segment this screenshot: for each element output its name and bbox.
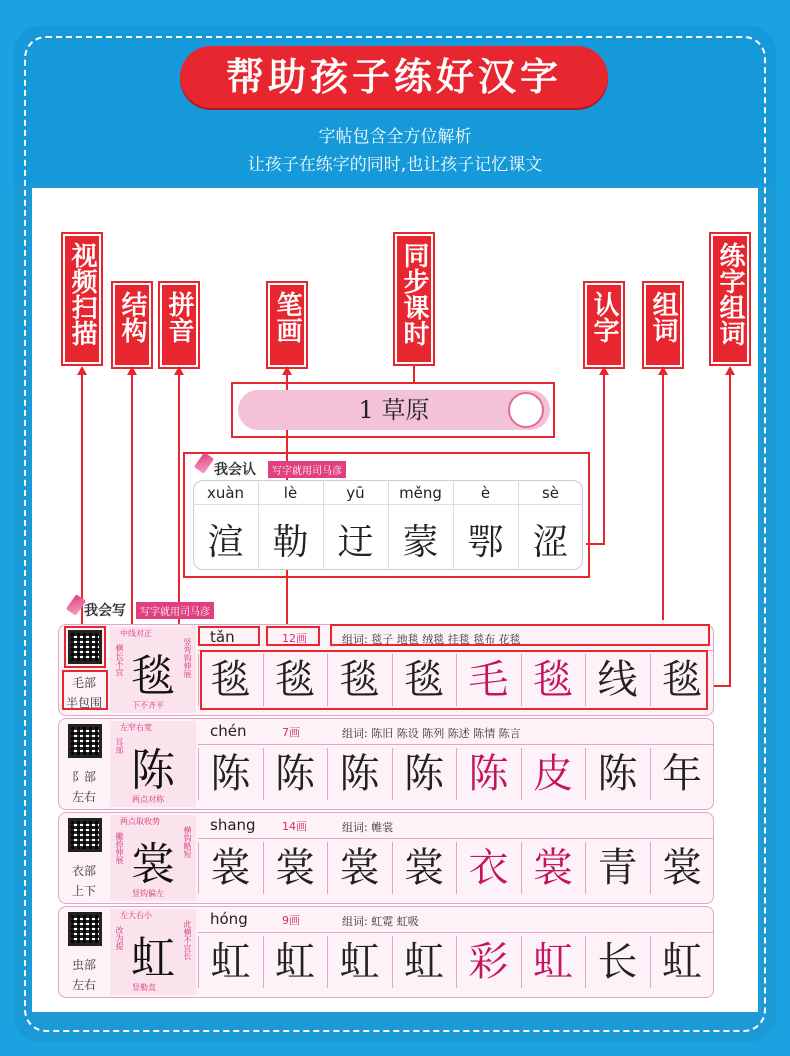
callout-recognize: 认字: [585, 283, 623, 367]
recognize-char: 涩: [532, 522, 569, 563]
radical-label: 毛部: [71, 676, 96, 690]
tip-right: 横钩略短: [183, 826, 192, 858]
practice-highlight: [200, 650, 708, 710]
practice-cell: 毛: [456, 654, 520, 706]
structure-label: 左右: [71, 978, 96, 992]
structure-highlight: [62, 670, 108, 710]
recognize-char: 勒: [272, 522, 309, 563]
arrow-icon: [658, 366, 668, 375]
model-char: 毯: [131, 651, 175, 702]
tip-top: 两点取收势: [120, 817, 160, 826]
word-list: 组词: 虹霓 虹吸: [342, 915, 419, 928]
qr-code-icon: [68, 724, 102, 758]
practice-cell: 裳: [392, 842, 456, 894]
callout-video: 视频扫描: [63, 234, 101, 364]
tip-bottom: 两点对称: [132, 795, 164, 804]
practice-cell: 陈: [327, 748, 391, 800]
word-list: 组词: 帷裳: [342, 821, 394, 834]
connector-pinyin: [178, 374, 180, 634]
page-title: 帮助孩子练好汉字: [180, 46, 608, 108]
radical-label: 阝部: [71, 770, 96, 784]
pinyin: tǎn: [210, 628, 235, 646]
tip-top: 左大右小: [120, 911, 152, 920]
callout-strokes: 笔画: [268, 283, 306, 367]
write-heading: 我会写: [84, 603, 126, 619]
subtitle-1: 字帖包含全方位解析: [318, 127, 472, 147]
practice-cell: 衣: [456, 842, 520, 894]
connector-recognize: [603, 374, 605, 544]
recognize-pinyin: sè: [541, 484, 560, 502]
stroke-count: 14画: [282, 820, 307, 833]
recognize-pinyin: lè: [283, 484, 298, 502]
practice-cell: 毯: [392, 654, 456, 706]
recognize-tag: 写字就用司马彦: [268, 461, 346, 478]
practice-cell: 线: [585, 654, 649, 706]
callout-sync: 同步课时: [395, 234, 433, 364]
practice-cell: 毯: [263, 654, 327, 706]
practice-cell: 虹: [198, 936, 262, 988]
arrow-icon: [282, 366, 292, 375]
radical-label: 衣部: [71, 864, 96, 878]
connector-words: [662, 374, 664, 620]
practice-cell: 毯: [521, 654, 585, 706]
recognize-heading: 我会认: [214, 462, 256, 478]
practice-cell: 陈: [263, 748, 327, 800]
word-list: 组词: 陈旧 陈设 陈列 陈述 陈情 陈言: [342, 727, 521, 740]
recognize-pinyin: è: [480, 484, 491, 502]
practice-cell: 虹: [327, 936, 391, 988]
structure-label: 上下: [71, 884, 96, 898]
connector-video: [81, 374, 83, 636]
model-char: 虹: [131, 933, 175, 984]
arrow-icon: [77, 366, 87, 375]
tip-left: 改为提: [115, 926, 124, 950]
practice-cell: 陈: [198, 748, 262, 800]
tip-top: 中线对正: [120, 629, 152, 638]
arrow-icon: [725, 366, 735, 375]
practice-cell: 年: [650, 748, 714, 800]
practice-cell: 虹: [521, 936, 585, 988]
callout-pinyin: 拼音: [160, 283, 198, 367]
recognize-char: 鄂: [467, 522, 504, 563]
tip-bottom: 下不齐平: [132, 701, 164, 710]
write-tag: 写字就用司马彦: [136, 602, 214, 619]
connector-practice: [729, 374, 731, 686]
pinyin: shang: [210, 816, 256, 834]
pinyin-highlight: [198, 626, 260, 646]
practice-cell: 裳: [263, 842, 327, 894]
practice-cell: 裳: [650, 842, 714, 894]
tip-bottom: 竖钩偏左: [132, 889, 164, 898]
pinyin: chén: [210, 722, 247, 740]
practice-cell: 陈: [456, 748, 520, 800]
practice-cell: 裳: [198, 842, 262, 894]
practice-cell: 皮: [521, 748, 585, 800]
divider: [198, 744, 714, 745]
qr-highlight: [64, 626, 106, 668]
practice-cell: 虹: [392, 936, 456, 988]
word-list: 组词: 毯子 地毯 绒毯 挂毯 毯布 花毯: [342, 633, 521, 646]
recognize-pinyin: měng: [399, 484, 442, 502]
arrow-icon: [599, 366, 609, 375]
subtitle-2: 让孩子在练字的同时,也让孩子记忆课文: [247, 155, 543, 175]
structure-label: 左右: [71, 790, 96, 804]
arrow-icon: [174, 366, 184, 375]
practice-cell: 虹: [650, 936, 714, 988]
practice-cell: 毯: [198, 654, 262, 706]
arrow-icon: [127, 366, 137, 375]
tip-right: 此横不宜长: [183, 920, 192, 960]
practice-cell: 长: [585, 936, 649, 988]
tip-right: 竖弯钩伸展: [183, 638, 192, 678]
stroke-count: 7画: [282, 726, 300, 739]
stroke-count: 9画: [282, 914, 300, 927]
practice-cell: 青: [585, 842, 649, 894]
stroke-count: 12画: [282, 632, 307, 645]
practice-cell: 虹: [263, 936, 327, 988]
recognize-char: 蒙: [402, 522, 439, 563]
practice-cell: 毯: [327, 654, 391, 706]
recognize-pinyin: xuàn: [206, 484, 245, 502]
practice-cell: 毯: [650, 654, 714, 706]
mascot-icon: [508, 392, 544, 428]
tip-left: 横长不宜: [115, 644, 124, 676]
lesson-title: 1 草原: [238, 390, 550, 430]
pinyin: hóng: [210, 910, 248, 928]
callout-practice: 练字组词: [711, 234, 749, 364]
recognize-char: 迂: [337, 522, 374, 563]
tip-top: 左窄右宽: [120, 723, 152, 732]
qr-code-icon: [68, 912, 102, 946]
callout-words: 组词: [644, 283, 682, 367]
divider: [198, 838, 714, 839]
model-char: 陈: [131, 745, 175, 796]
tip-left: 撇捺伸展: [115, 832, 124, 864]
practice-cell: 陈: [585, 748, 649, 800]
qr-code-icon: [68, 818, 102, 852]
recognize-char: 渲: [207, 522, 244, 563]
structure-label: 半包围: [65, 696, 102, 710]
practice-cell: 裳: [521, 842, 585, 894]
tip-left: 耳部: [115, 738, 124, 754]
practice-cell: 彩: [456, 936, 520, 988]
model-char: 裳: [131, 839, 175, 890]
divider: [198, 932, 714, 933]
tip-bottom: 竖勒直: [132, 983, 156, 992]
strokes-highlight: [266, 626, 320, 646]
practice-cell: 陈: [392, 748, 456, 800]
radical-label: 虫部: [71, 958, 96, 972]
recognize-pinyin: yū: [346, 484, 365, 502]
words-highlight: [330, 624, 710, 646]
practice-cell: 裳: [327, 842, 391, 894]
callout-structure: 结构: [113, 283, 151, 367]
